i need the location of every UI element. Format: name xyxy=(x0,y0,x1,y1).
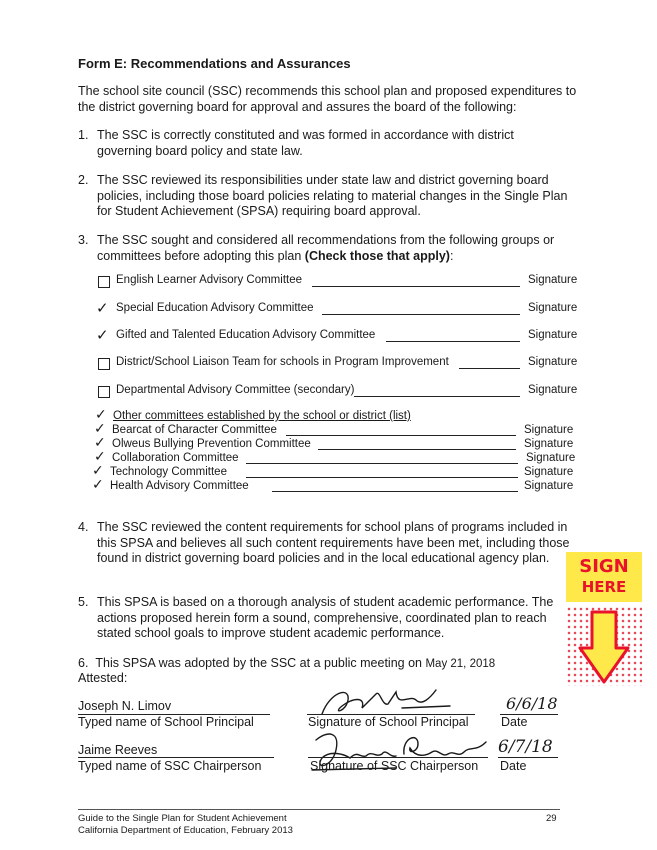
committee-row[interactable]: ✓ Special Education Advisory Committee Signature xyxy=(96,299,578,317)
committee-row[interactable]: District/School Liaison Team for schools in Program Improvement Signature xyxy=(96,356,578,372)
committee-row[interactable]: English Learner Advisory Committee Signature xyxy=(96,274,578,290)
principal-name-label: Typed name of School Principal xyxy=(78,715,254,729)
checkmark-icon: ✓ xyxy=(95,407,107,423)
chair-date-label: Date xyxy=(500,759,527,773)
checkbox[interactable] xyxy=(98,276,110,288)
committee-row[interactable]: ✓ Gifted and Talented Education Advisory Committee Signature xyxy=(96,326,578,344)
chair-name: Jaime Reeves xyxy=(78,743,158,757)
other-committees-heading: ✓ Other committees established by the school or district (list) xyxy=(95,407,411,423)
checkbox[interactable] xyxy=(98,358,110,370)
other-committee-row: ✓ Olweus Bullying Prevention Committee Signature xyxy=(94,435,574,451)
item-2-number: 2. xyxy=(78,173,89,187)
sign-here-sticker: SIGN HERE xyxy=(566,552,642,602)
committee-row[interactable]: Departmental Advisory Committee (secondary) Signature xyxy=(96,384,578,400)
signature-line xyxy=(386,341,520,342)
footer-line-1: Guide to the Single Plan for Student Achievement xyxy=(78,813,287,824)
signature-line xyxy=(286,435,516,436)
item-4-text: The SSC reviewed the content requirements for school plans of programs included in this SPSA and believes all such content requirements have been met, including those found in district governing board policies and in the local educational agency plan. xyxy=(97,520,570,565)
form-title: Form E: Recommendations and Assurances xyxy=(78,56,351,71)
signature-line xyxy=(246,463,518,464)
signature-line xyxy=(459,368,520,369)
signature-line xyxy=(318,449,516,450)
item-5-text: This SPSA is based on a thorough analysis of student academic performance. The actions proposed herein form a sound, comprehensive, coordinated plan to reach stated school goals to improve student academic performance. xyxy=(97,595,554,640)
signature-line xyxy=(322,314,520,315)
signature-line xyxy=(272,491,518,492)
checkmark-icon: ✓ xyxy=(94,449,106,465)
chair-signature-label: Signature of SSC Chairperson xyxy=(310,759,479,773)
item-3-number: 3. xyxy=(78,233,89,247)
checkmark-icon: ✓ xyxy=(94,435,106,451)
checkmark-icon[interactable]: ✓ xyxy=(96,326,109,344)
item-5-number: 5. xyxy=(78,595,89,609)
principal-date: 6/6/18 xyxy=(506,694,558,713)
footer-rule xyxy=(78,809,560,810)
chair-date: 6/7/18 xyxy=(498,737,553,757)
intro-paragraph: The school site council (SSC) recommends this school plan and proposed expenditures to the district governing board for approval and assures the board of the following: xyxy=(78,84,577,114)
footer-line-2: California Department of Education, February 2013 xyxy=(78,825,293,836)
chair-signature-line xyxy=(308,757,488,758)
chair-name-line xyxy=(78,757,274,758)
signature-line xyxy=(312,286,520,287)
item-2-text: The SSC reviewed its responsibilities under state law and district governing board policies, including those board policies relating to material changes in the Single Plan for Student Achievement (SPSA) requiring board approval. xyxy=(97,173,568,218)
item-6: 6. This SPSA was adopted by the SSC at a public meeting on May 21, 2018 xyxy=(78,656,496,670)
attested-label: Attested: xyxy=(78,671,128,685)
chair-name-label: Typed name of SSC Chairperson xyxy=(78,759,262,773)
other-committee-row: ✓ Bearcat of Character Committee Signature xyxy=(94,421,574,437)
checkmark-icon: ✓ xyxy=(92,477,104,493)
principal-signature-label: Signature of School Principal xyxy=(308,715,469,729)
item-1-text: The SSC is correctly constituted and was formed in accordance with district governing board policy and state law. xyxy=(97,128,514,158)
item-3-text: The SSC sought and considered all recommendations from the following groups or committees before adopting this plan (Check those that apply): xyxy=(97,233,555,263)
signature-line xyxy=(354,396,520,397)
item-1-number: 1. xyxy=(78,128,89,142)
checkbox[interactable] xyxy=(98,386,110,398)
item-4-number: 4. xyxy=(78,520,89,534)
checkmark-icon: ✓ xyxy=(92,463,104,479)
down-arrow-icon xyxy=(578,610,630,684)
chair-date-line xyxy=(498,757,558,758)
other-committee-row: ✓ Technology Committee Signature xyxy=(92,463,574,479)
principal-name: Joseph N. Limov xyxy=(78,699,172,713)
checkmark-icon: ✓ xyxy=(94,421,106,437)
other-committee-row: ✓ Health Advisory Committee Signature xyxy=(92,477,574,493)
signature-line xyxy=(246,477,518,478)
page-number: 29 xyxy=(546,813,557,824)
checkmark-icon[interactable]: ✓ xyxy=(96,299,109,317)
other-committee-row: ✓ Collaboration Committee Signature xyxy=(94,449,576,465)
principal-date-label: Date xyxy=(501,715,528,729)
